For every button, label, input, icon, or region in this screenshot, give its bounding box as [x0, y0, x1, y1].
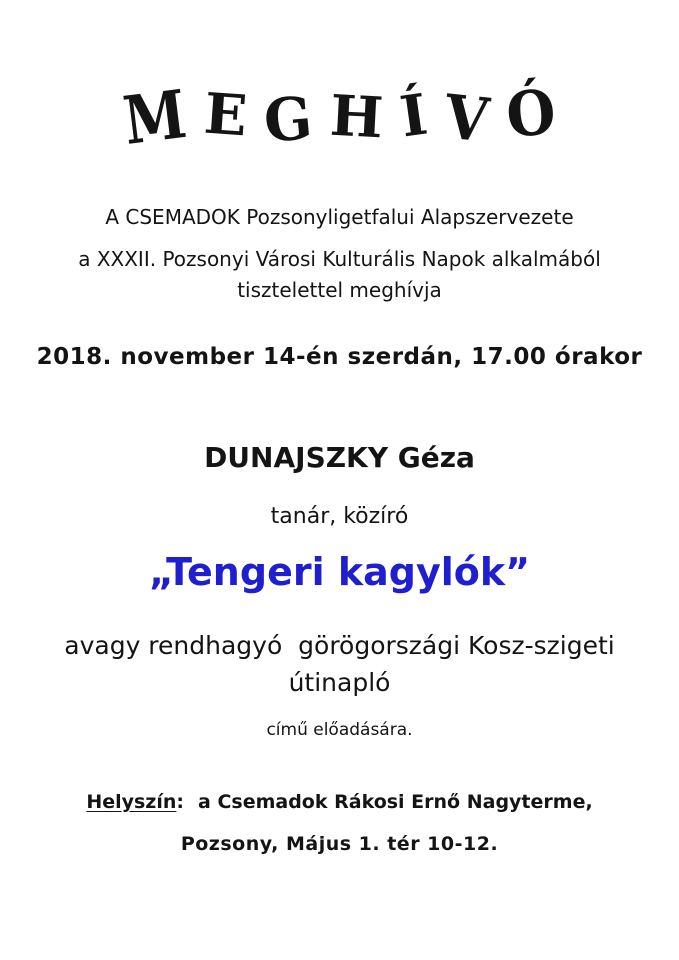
page-title — [0, 75, 679, 161]
speaker-role: tanár, közíró — [270, 504, 409, 529]
lecture-subtitle-line1: avagy rendhagyó görögországi Kosz-szigeti — [64, 631, 615, 660]
organizer-line: A CSEMADOK Pozsonyligetfalui Alapszervezete — [105, 205, 574, 229]
venue-address: Pozsony, Május 1. tér 10-12. — [180, 833, 499, 855]
lecture-closing: című előadására. — [266, 720, 413, 740]
venue-colon: : — [176, 791, 185, 813]
invites-line: tisztelettel meghívja — [237, 278, 442, 302]
title-letter: M — [119, 75, 191, 161]
venue-line — [0, 792, 679, 814]
occasion-line: a XXXII. Pozsonyi Városi Kulturális Napok alkalmából — [78, 247, 601, 271]
title-letter: V — [441, 81, 493, 157]
venue-name: a Csemadok Rákosi Ernő Nagyterme, — [198, 791, 593, 813]
lecture-subtitle-line2: útinapló — [288, 668, 391, 697]
speaker-name: DUNAJSZKY Géza — [204, 441, 475, 474]
title-letter: G — [261, 83, 316, 157]
venue-label: Helyszín — [86, 791, 177, 813]
lecture-title: „Tengeri kagylók” — [148, 550, 531, 594]
title-letter: H — [328, 82, 385, 152]
title-letter: Ó — [503, 75, 559, 153]
title-letter: E — [201, 80, 249, 150]
title-letter: Í — [396, 81, 432, 151]
event-datetime: 2018. november 14-én szerdán, 17.00 órakor — [36, 344, 643, 370]
